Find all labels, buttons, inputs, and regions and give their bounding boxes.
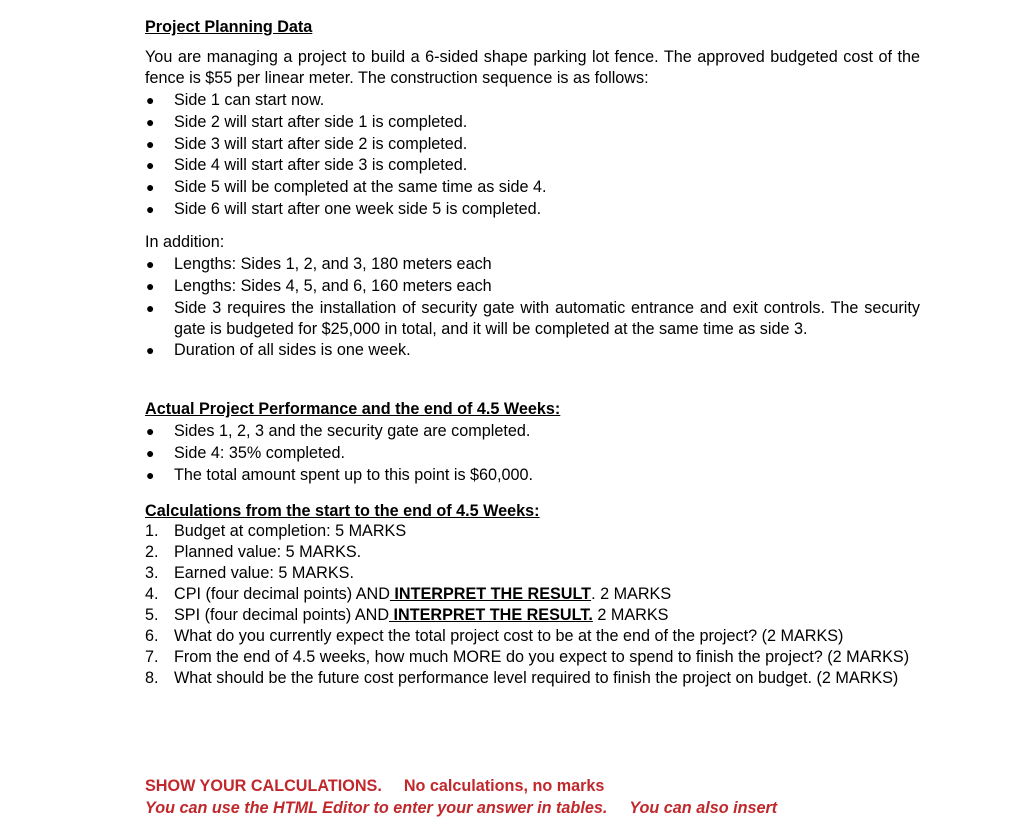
bullet-icon: ●	[146, 444, 155, 461]
bullet-icon: ●	[146, 341, 155, 358]
list-item: 1. Budget at completion: 5 MARKS	[145, 522, 407, 540]
list-item: ● Sides 1, 2, 3 and the security gate are completed.	[145, 421, 920, 443]
bullet-icon: ●	[146, 113, 155, 130]
calculations-list	[145, 521, 920, 689]
list-item: ● Side 4: 35% completed.	[145, 443, 920, 465]
list-item: ● Side 3 will start after side 2 is completed.	[145, 134, 920, 156]
interpret-emphasis: INTERPRET THE RESULT	[389, 585, 592, 603]
calculations-heading: Calculations from the start to the end of 4.5 Weeks:	[145, 502, 540, 520]
list-item: ● Side 6 will start after one week side 5 is completed.	[145, 199, 920, 221]
list-item: ● Duration of all sides is one week.	[145, 340, 920, 362]
bullet-icon: ●	[146, 299, 155, 316]
list-item: 6. What do you currently expect the total project cost to be at the end of the project? (2 MARKS)	[145, 627, 844, 645]
list-item: 5. SPI (four decimal points) AND INTERPRET THE RESULT. 2 MARKS	[145, 606, 669, 624]
list-item: 3. Earned value: 5 MARKS.	[145, 564, 354, 582]
construction-sequence-list	[145, 90, 920, 221]
actual-performance-list	[145, 421, 920, 486]
list-item: ● Lengths: Sides 4, 5, and 6, 160 meters each	[145, 276, 920, 298]
bullet-icon: ●	[146, 92, 155, 108]
bullet-icon: ●	[146, 466, 155, 483]
actual-performance-heading: Actual Project Performance and the end of 4.5 Weeks:	[145, 400, 561, 418]
bullet-icon: ●	[146, 157, 155, 174]
addition-list	[145, 254, 920, 361]
list-item: ● Side 4 will start after side 3 is completed.	[145, 155, 920, 177]
list-item: 7. From the end of 4.5 weeks, how much MORE do you expect to spend to finish the project? (2 MARKS)	[145, 648, 910, 666]
list-item: ● The total amount spent up to this point is $60,000.	[145, 465, 920, 487]
list-item: ● Side 2 will start after side 1 is completed.	[145, 112, 920, 134]
intro-paragraph: You are managing a project to build a 6-sided shape parking lot fence. The approved budgeted cost of the fence is $55 per linear meter. The construction sequence is as follows:	[145, 48, 920, 87]
list-item: ● Lengths: Sides 1, 2, and 3, 180 meters each	[145, 254, 920, 276]
list-item: 2. Planned value: 5 MARKS.	[145, 543, 362, 561]
addition-label: In addition:	[145, 233, 225, 251]
list-item: 8. What should be the future cost performance level required to finish the project on budget. (2 MARKS)	[145, 669, 899, 687]
list-item: ● Side 1 can start now.	[145, 90, 920, 112]
html-editor-notice: You can use the HTML Editor to enter your answer in tables. You can also insert	[145, 799, 778, 817]
interpret-emphasis: INTERPRET THE RESULT.	[389, 606, 593, 624]
show-calculations-notice: SHOW YOUR CALCULATIONS. No calculations, no marks	[145, 777, 605, 795]
list-item: ● Side 5 will be completed at the same time as side 4.	[145, 177, 920, 199]
list-item: 4. CPI (four decimal points) AND INTERPRET THE RESULT. 2 MARKS	[145, 585, 672, 603]
bullet-icon: ●	[146, 277, 155, 294]
list-item: ● Side 3 requires the installation of security gate with automatic entrance and exit controls. The security gate is budgeted for $25,000 in total, and it will be completed at the same time as side 3.	[146, 298, 920, 338]
section-title-project-planning: Project Planning Data	[145, 18, 313, 36]
bullet-icon: ●	[146, 135, 155, 152]
bullet-icon: ●	[146, 423, 155, 439]
bullet-icon: ●	[146, 256, 155, 272]
bullet-icon: ●	[146, 200, 155, 217]
bullet-icon: ●	[146, 179, 155, 196]
